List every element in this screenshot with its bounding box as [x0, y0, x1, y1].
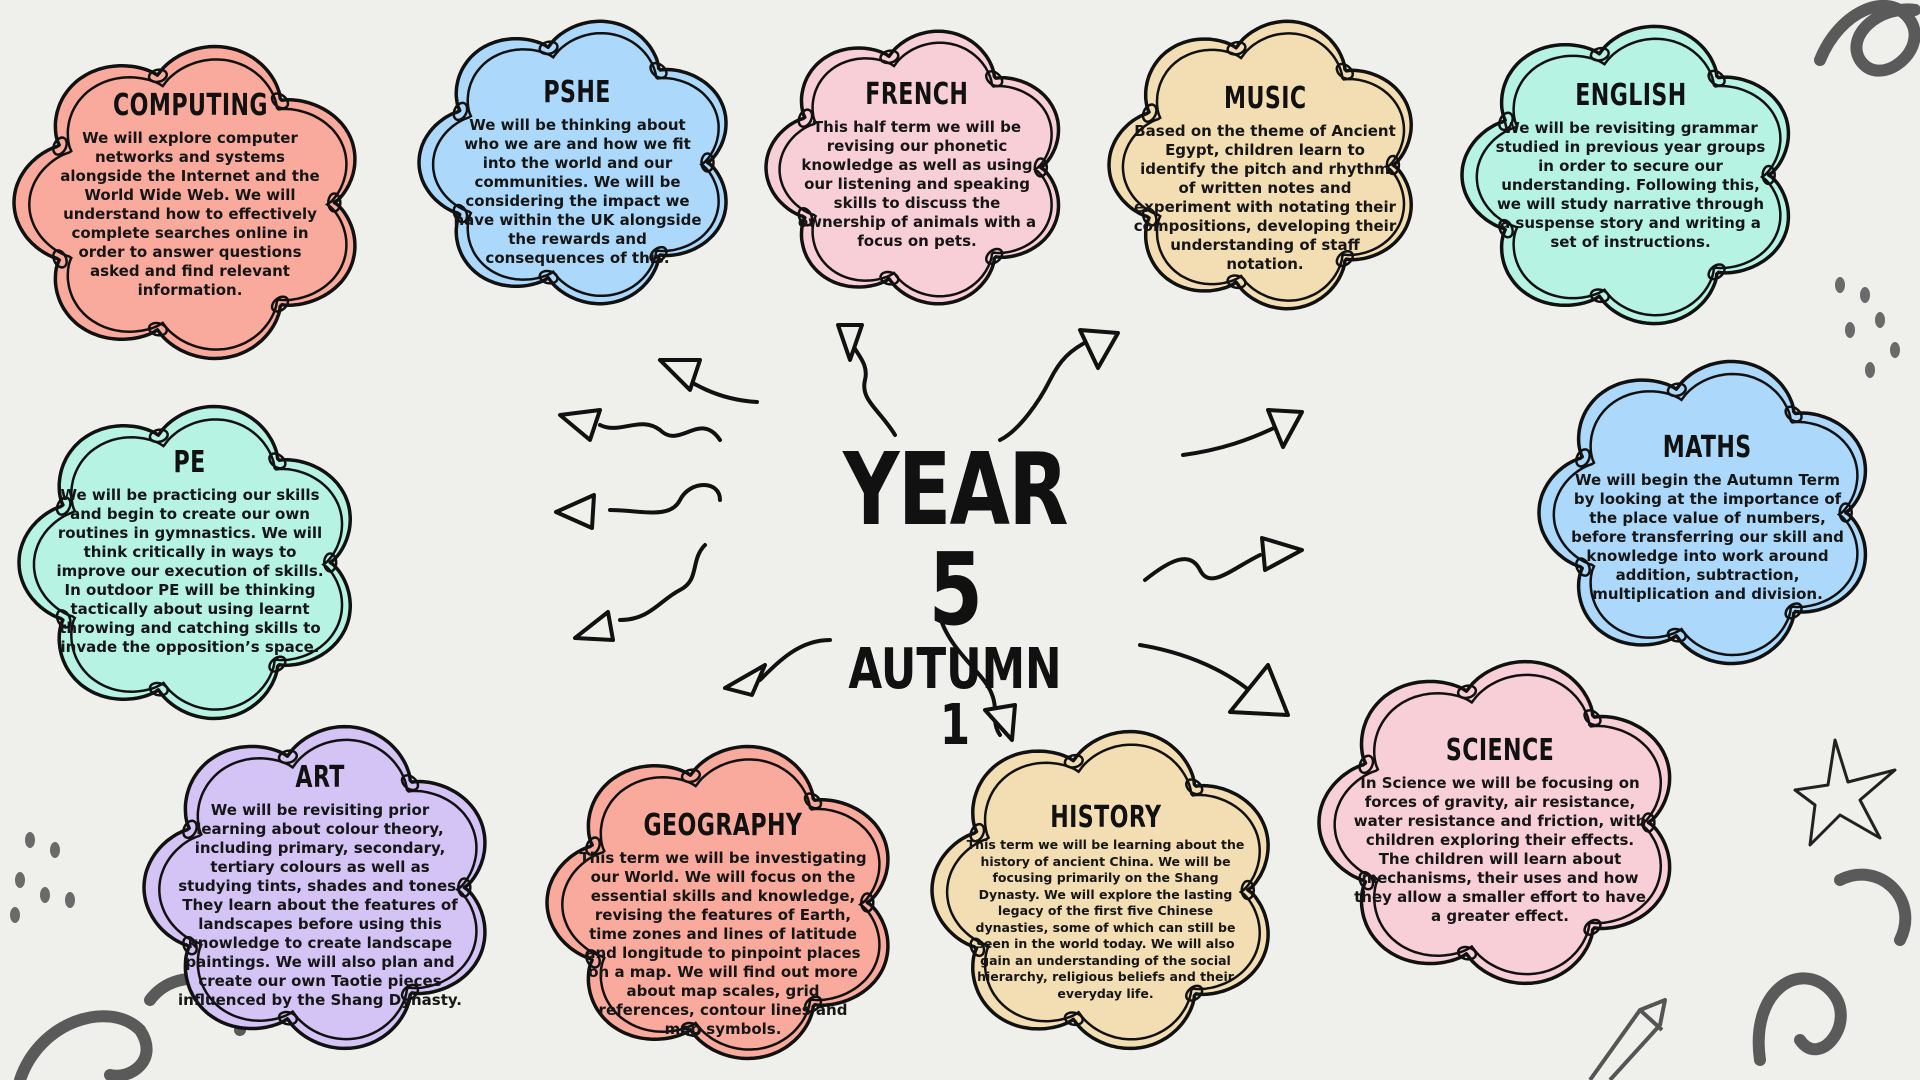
subject-title: COMPUTING — [112, 88, 268, 123]
page-title: YEAR 5 — [843, 431, 1067, 648]
subject-card-pshe — [405, 5, 750, 320]
subject-title: MUSIC — [1223, 81, 1307, 116]
subject-description: This term we will be investigating our World. We will focus on the essential skills and knowledge, revising the features of Earth, time zones and lines of latitude and longitude to pinpoint places on a map. We will find out more about map scales, grid references, contour lines and map symbols. — [579, 849, 867, 1038]
star-doodle — [1795, 740, 1895, 845]
subject-description: This half term we will be revising our phonetic knowledge as well as using our listening and speaking skills to discuss the ownership of animals with a focus on pets. — [797, 118, 1037, 250]
subject-title: GEOGRAPHY — [643, 808, 803, 843]
subject-description: Based on the theme of Ancient Egypt, children learn to identify the pitch and rhythm of written notes and experiment with notating their compositions, developing their understanding of staff notation. — [1133, 122, 1397, 273]
subject-title: SCIENCE — [1445, 733, 1555, 768]
subject-title: FRENCH — [865, 77, 969, 112]
subject-description: In Science we will be focusing on forces of gravity, air resistance, water resistance and friction, with children exploring their effects. The children will learn about mechanisms, their uses and how they allow a smaller effort to have a greater effect. — [1353, 774, 1647, 925]
subject-title: HISTORY — [1049, 800, 1162, 835]
page-subtitle: AUTUMN 1 — [848, 637, 1062, 758]
subject-card-art — [130, 710, 510, 1065]
subject-description: This term we will be learning about the history of ancient China. We will be focusing primarily on the Shang Dynasty. We will explore the lasting legacy of the first five Chinese dynasties, some of which can still be seen in the world today. We will also gain an understanding of the social hierarchy, religious beliefs and their everyday life. — [966, 837, 1245, 1001]
subject-card-history — [918, 715, 1293, 1065]
subject-description: We will begin the Autumn Term by looking at the importance of the place value of numbers, before transferring our skill and knowledge into work around addition, subtraction, multiplication and division. — [1571, 471, 1844, 603]
subject-description: We will be revisiting prior learning about colour theory, including primary, secondary, tertiary colours as well as studying tints, shades and tones. They learn about the features of landscapes before using this knowledge to create landscape paintings. We will also plan and create our own Taotie pieces influenced by the Shang Dynasty. — [178, 801, 462, 1009]
corner-swirl-top-right — [1820, 6, 1915, 71]
subject-description: We will be revisiting grammar studied in previous year groups in order to secure our understanding. Following this, we will study narrative through a suspense story and writing a set of instructions. — [1495, 119, 1766, 251]
subject-card-geography — [533, 730, 913, 1075]
subject-description: We will be practicing our skills and begin to create our own routines in gymnastics. We will think critically in ways to improve our execution of skills. In outdoor PE will be thinking tactically about using learnt throwing and catching skills to invade the opposition’s space. — [56, 486, 324, 656]
subject-title: PE — [173, 445, 207, 480]
subject-description: We will be thinking about who we are and how we fit into the world and our communities. We will be considering the impact we have within the UK alongside the rewards and consequences of this. — [453, 116, 702, 267]
subject-card-english — [1448, 10, 1813, 340]
subject-title: PSHE — [543, 75, 612, 110]
pencil-doodle — [1590, 1000, 1665, 1080]
subject-title: ENGLISH — [1574, 78, 1687, 113]
subject-card-french — [752, 15, 1082, 320]
subject-card-science — [1305, 645, 1695, 1000]
subject-title: ART — [295, 760, 345, 795]
subject-card-computing — [0, 30, 380, 375]
subject-card-music — [1095, 5, 1435, 325]
subject-title: MATHS — [1663, 430, 1752, 465]
subject-card-maths — [1525, 345, 1890, 680]
title-block — [790, 431, 1120, 758]
subject-description: We will explore computer networks and systems alongside the Internet and the World Wide Web. We will understand how to effectively complete searches online in order to answer questions asked and find relevant information. — [60, 129, 320, 299]
subject-card-pe — [5, 390, 375, 735]
corner-swirl-bottom-right — [1759, 875, 1906, 1060]
